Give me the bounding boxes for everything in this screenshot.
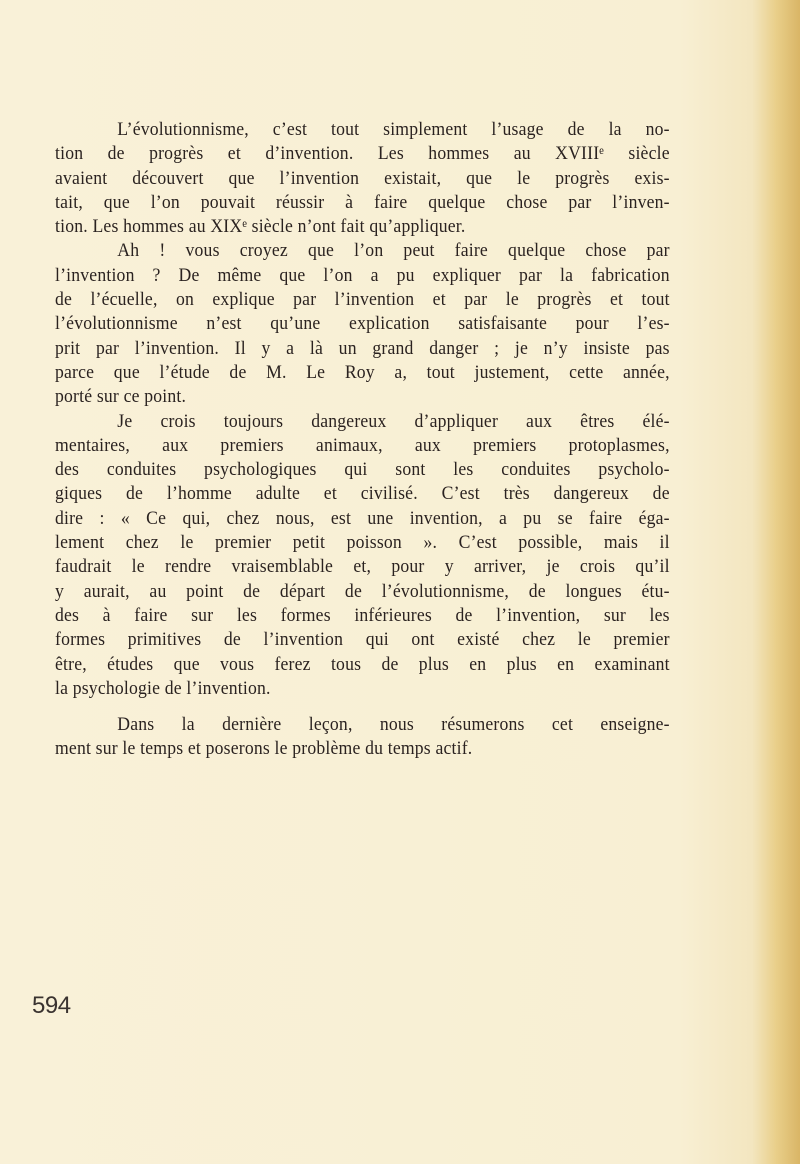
text-line: tait, que l’on pouvait réussir à faire quelque chose par l’inven- [55, 191, 670, 213]
text-line: tion. Les hommes au XIXᵉ siècle n’ont fait qu’appliquer. [55, 216, 466, 238]
text-line: l’évolutionnisme n’est qu’une explication satisfaisante pour l’es- [55, 313, 670, 335]
text-line: mentaires, aux premiers animaux, aux premiers protoplasmes, [55, 434, 670, 456]
paragraph [55, 713, 670, 762]
text-line: Ah ! vous croyez que l’on peut faire quelque chose par [117, 240, 670, 262]
text-line: Je crois toujours dangereux d’appliquer aux êtres élé- [117, 410, 670, 432]
text-line: prit par l’invention. Il y a là un grand danger ; je n’y insiste pas [55, 337, 670, 359]
text-line: de l’écuelle, on explique par l’invention et par le progrès et tout [55, 289, 670, 311]
text-line: faudrait le rendre vraisemblable et, pour y arriver, je crois qu’il [55, 556, 670, 578]
paragraph [55, 118, 670, 239]
text-line: y aurait, au point de départ de l’évolutionnisme, de longues étu- [55, 580, 670, 602]
text-line: avaient découvert que l’invention existait, que le progrès exis- [55, 167, 670, 189]
text-line: la psychologie de l’invention. [55, 677, 271, 699]
text-line: L’évolutionnisme, c’est tout simplement l’usage de la no- [117, 119, 670, 140]
text-line: porté sur ce point. [55, 386, 187, 408]
text-line: ment sur le temps et poserons le problème du temps actif. [55, 738, 473, 760]
text-line: être, études que vous ferez tous de plus en plus en examinant [55, 653, 670, 675]
text-line: l’invention ? De même que l’on a pu expliquer par la fabrication [55, 264, 670, 286]
text-line: lement chez le premier petit poisson ». C’est possible, mais il [55, 532, 670, 554]
text-line: des à faire sur les formes inférieures de l’invention, sur les [55, 604, 670, 626]
text-line: des conduites psychologiques qui sont les conduites psycholo- [55, 459, 670, 481]
paragraph [55, 410, 670, 702]
text-line: dire : « Ce qui, chez nous, est une invention, a pu se faire éga- [55, 507, 670, 529]
text-line: formes primitives de l’invention qui ont existé chez le premier [55, 629, 670, 651]
text-line: tion de progrès et d’invention. Les hommes au XVIIIᵉ siècle [55, 143, 670, 165]
paragraph [55, 239, 670, 409]
text-line: giques de l’homme adulte et civilisé. C’est très dangereux de [55, 483, 670, 505]
page-body [55, 118, 670, 762]
text-line: parce que l’étude de M. Le Roy a, tout justement, cette année, [55, 361, 670, 383]
page-number: 594 [32, 992, 71, 1019]
text-line: Dans la dernière leçon, nous résumerons cet enseigne- [117, 714, 670, 736]
